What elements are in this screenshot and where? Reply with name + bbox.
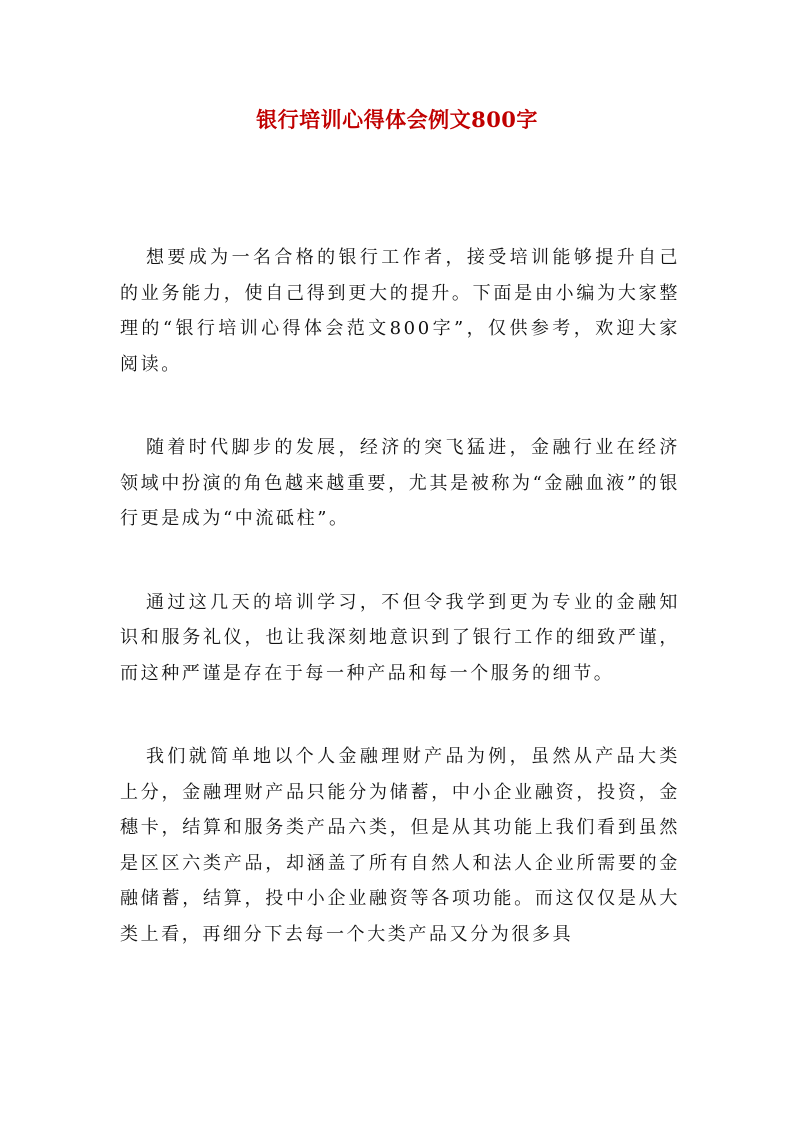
paragraph-4: 我们就简单地以个人金融理财产品为例，虽然从产品大类上分，金融理财产品只能分为储蓄，中小企业融资，投资，金穗卡，结算和服务类产品六类，但是从其功能上我们看到虽然是区区六类产品，却涵盖了所有自然人和法人企业所需要的金融储蓄，结算，投中小企业融资等各项功能。而这仅仅是从大类上看，再细分下去每一个大类产品又分为很多具 (120, 746, 680, 945)
document-title: 银行培训心得体会例文800字 (256, 107, 538, 132)
paragraph-2: 随着时代脚步的发展，经济的突飞猛进，金融行业在经济领域中扮演的角色越来越重要，尤其是被称为“金融血液”的银行更是成为“中流砥柱”。 (120, 437, 680, 529)
document-body (120, 240, 680, 1000)
paragraph-3: 通过这几天的培训学习，不但令我学到更为专业的金融知识和服务礼仪，也让我深刻地意识到了银行工作的细致严谨，而这种严谨是存在于每一种产品和每一个服务的细节。 (120, 591, 680, 684)
paragraph-intro: 想要成为一名合格的银行工作者，接受培训能够提升自己的业务能力，使自己得到更大的提升。下面是由小编为大家整理的“银行培训心得体会范文800字”，仅供参考，欢迎大家阅读。 (120, 247, 680, 375)
